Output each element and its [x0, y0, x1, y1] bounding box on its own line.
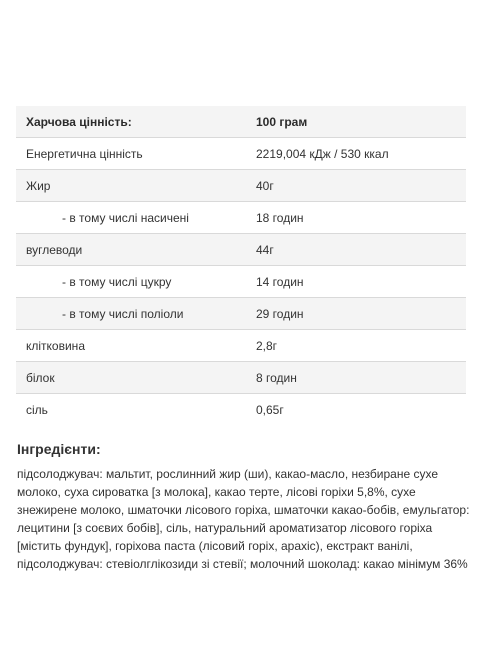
nutrient-value: 40г	[246, 170, 466, 202]
nutrition-row	[16, 170, 466, 202]
header-name-cell: Харчова цінність:	[16, 106, 246, 138]
nutrition-header-row	[16, 106, 466, 138]
ingredients-text: підсолоджувач: мальтит, рослинний жир (ши), какао-масло, незбиране сухе молоко, суха сироватка [з молока], какао терте, лісові горіхи 5,8%, сухе знежирене молоко, шматочки лісового горіха, шматочки какао-бобів, емульгатор: лецитини [з соєвих бобів], сіль, натуральний ароматизатор лісового горіха [містить фундук], горіхова паста (лісовий горіх, арахіс), екстракт ванілі, підсолоджувач: стевіолглікозиди зі стевії; молочний шоколад: какао мінімум 36%	[17, 467, 470, 571]
nutrient-name: - в тому числі поліоли	[62, 306, 184, 321]
nutrient-subname-cell	[16, 298, 246, 330]
nutrient-name: сіль	[16, 394, 246, 426]
nutrient-subname-cell	[16, 202, 246, 234]
nutrient-value: 29 годин	[246, 298, 466, 330]
nutrient-name: Енергетична цінність	[16, 138, 246, 170]
header-value-cell: 100 грам	[246, 106, 466, 138]
nutrition-row	[16, 298, 466, 330]
nutrient-name: вуглеводи	[16, 234, 246, 266]
nutrition-row	[16, 394, 466, 426]
nutrient-name: - в тому числі цукру	[62, 274, 172, 289]
nutrition-row	[16, 138, 466, 170]
nutrition-row	[16, 362, 466, 394]
nutrient-value: 8 годин	[246, 362, 466, 394]
nutrient-name: Жир	[16, 170, 246, 202]
nutrient-name: білок	[16, 362, 246, 394]
nutrition-section	[16, 106, 466, 425]
nutrient-value: 0,65г	[246, 394, 466, 426]
nutrition-row	[16, 330, 466, 362]
nutrient-name: клітковина	[16, 330, 246, 362]
nutrient-value: 2,8г	[246, 330, 466, 362]
nutrition-table	[16, 106, 466, 425]
nutrient-value: 2219,004 кДж / 530 ккал	[246, 138, 466, 170]
nutrition-row	[16, 234, 466, 266]
nutrient-name: - в тому числі насичені	[62, 210, 189, 225]
nutrient-value: 44г	[246, 234, 466, 266]
ingredients-title: Інгредієнти:	[17, 441, 101, 457]
nutrition-row	[16, 266, 466, 298]
nutrient-value: 18 годин	[246, 202, 466, 234]
nutrient-value: 14 годин	[246, 266, 466, 298]
nutrient-subname-cell	[16, 266, 246, 298]
nutrition-row	[16, 202, 466, 234]
